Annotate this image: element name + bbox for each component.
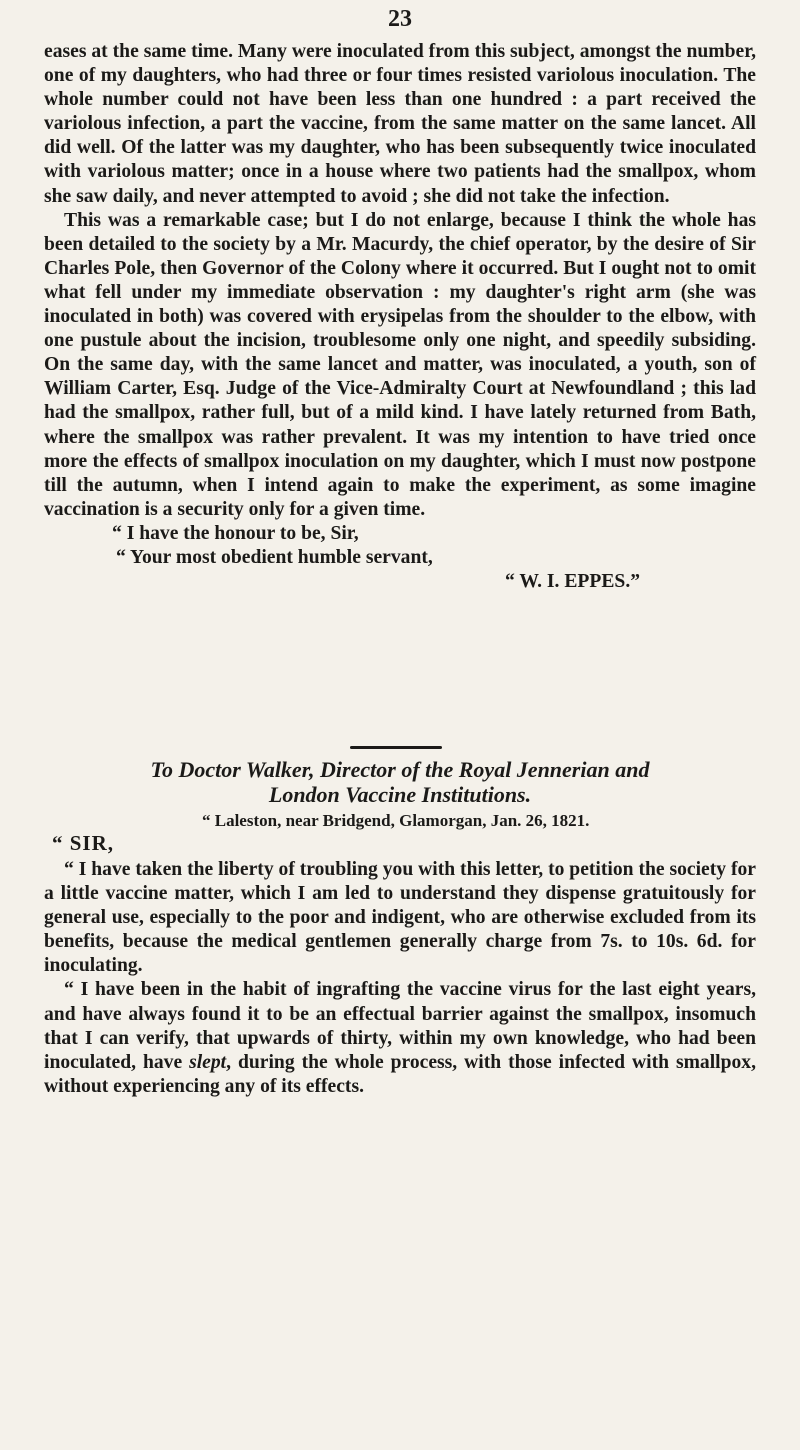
body-text <box>44 40 756 594</box>
salutation: “ SIR, <box>52 831 115 855</box>
heading-line: To Doctor Walker, Director of the Royal Jennerian and <box>150 757 650 782</box>
heading-line: London Vaccine Institutions. <box>268 782 532 807</box>
section-divider <box>350 746 442 749</box>
paragraph: eases at the same time. Many were inoculated from this subject, amongst the number, one of my daughters, who had three or four times resisted variolous inoculation. The whole number could not have been less than one hundred : a part received the variolous infection, a part the vaccine, from the same matter on the same lancet. All did well. Of the latter was my daughter, who has been subsequently twice inoculated with variolous matter; once in a house where two patients had the smallpox, whom she saw daily, and never attempted to avoid ; she did not take the infection. <box>44 41 756 207</box>
italic-word: slept <box>189 1051 227 1073</box>
signature: “ W. I. EPPES.” <box>505 571 641 593</box>
text-run: , during the whole process, with those infected with smallpox, without experiencing any of its effects. <box>44 1051 756 1097</box>
paragraph <box>44 978 756 1098</box>
closing-line: “ Your most obedient humble servant, <box>116 546 433 568</box>
dateline: “ Laleston, near Bridgend, Glamorgan, Jan. 26, 1821. <box>202 811 590 830</box>
closing-line: “ I have the honour to be, Sir, <box>112 522 359 544</box>
letter-text <box>44 858 756 1099</box>
paragraph: This was a remarkable case; but I do not enlarge, because I think the whole has been detailed to the society by a Mr. Macurdy, the chief operator, by the desire of Sir Charles Pole, then Governor of the Colony where it occurred. But I ought not to omit what fell under my immediate observation : my daughter's right arm (she was inoculated in both) was covered with erysipelas from the shoulder to the elbow, with one pustule about the incision, troublesome only one night, and speedily subsiding. On the same day, with the same lancet and matter, was inoculated, a youth, son of William Carter, Esq. Judge of the Vice-Admiralty Court at Newfoundland ; this lad had the smallpox, rather full, but of a mild kind. I have lately returned from Bath, where the smallpox was rather prevalent. It was my intention to have tried once more the effects of smallpox inoculation on my daughter, which I must now postpone till the autumn, when I intend again to make the experiment, as some imagine vaccination is a security only for a given time. <box>44 209 756 520</box>
paragraph: “ I have taken the liberty of troubling you with this letter, to petition the society for a little vaccine matter, which I am led to understand they dispense gratuitously for general use, especially to the poor and indigent, who are otherwise excluded from its benefits, because the medical gentlemen generally charge from 7s. to 10s. 6d. for inoculating. <box>44 859 756 977</box>
text-run: “ I have been in the habit of ingrafting the vaccine virus for the last eight years, and have always found it to be an effectual barrier against the smallpox, insomuch that I can verify, that upwards of thirty, within my own knowledge, who had been inoculated, have <box>44 979 756 1073</box>
letter-heading <box>0 757 800 807</box>
page-number: 23 <box>388 6 412 32</box>
